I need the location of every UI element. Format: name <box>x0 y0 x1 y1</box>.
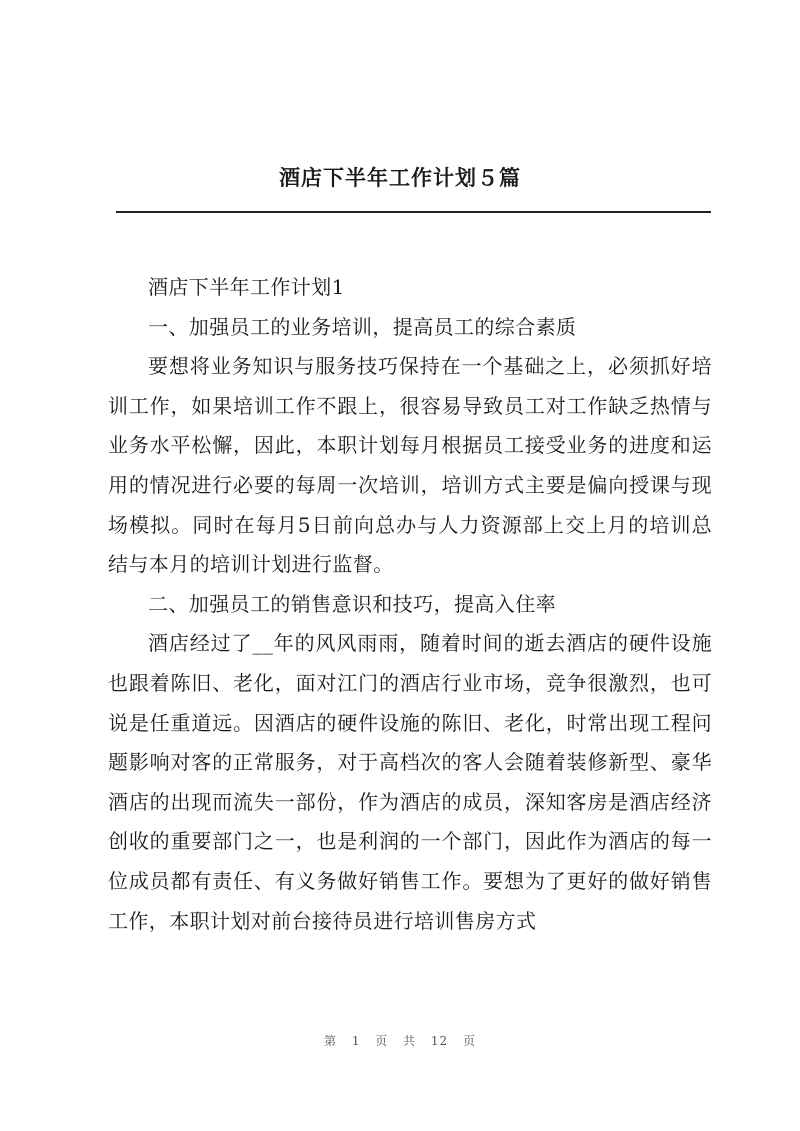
body-paragraph: 要想将业务知识与服务技巧保持在一个基础之上，必须抓好培训工作，如果培训工作不跟上，很容易导致员工对工作缺乏热情与业务水平松懈，因此，本职计划每月根据员工接受业务的进度和运用的情况进行必要的每周一次培训，培训方式主要是偏向授课与现场模拟。同时在每月5日前向总办与人力资源部上交上月的培训总结与本月的培训计划进行监督。 <box>108 354 712 577</box>
body-paragraph: 酒店经过了__年的风风雨雨，随着时间的逝去酒店的硬件设施也跟着陈旧、老化，面对江门的酒店行业市场，竞争很激烈，也可说是任重道远。因酒店的硬件设施的陈旧、老化，时常出现工程问题影响对客的正常服务，对于高档次的客人会随着装修新型、豪华酒店的出现而流失一部份，作为酒店的成员，深知客房是酒店经济创收的重要部门之一，也是利润的一个部门，因此作为酒店的每一位成员都有责任、有义务做好销售工作。要想为了更好的做好销售工作，本职计划对前台接待员进行培训售房方式 <box>108 631 712 933</box>
subsection-heading: 二、加强员工的销售意识和技巧，提高入住率 <box>148 591 556 616</box>
document-title: 酒店下半年工作计划５篇 <box>279 165 521 190</box>
title-underline <box>116 211 711 213</box>
document-body <box>108 268 712 941</box>
subsection-heading: 一、加强员工的业务培训，提高员工的综合素质 <box>148 314 577 339</box>
page-footer: 第 1 页 共 12 页 <box>324 1034 476 1048</box>
section-heading: 酒店下半年工作计划1 <box>148 275 345 299</box>
